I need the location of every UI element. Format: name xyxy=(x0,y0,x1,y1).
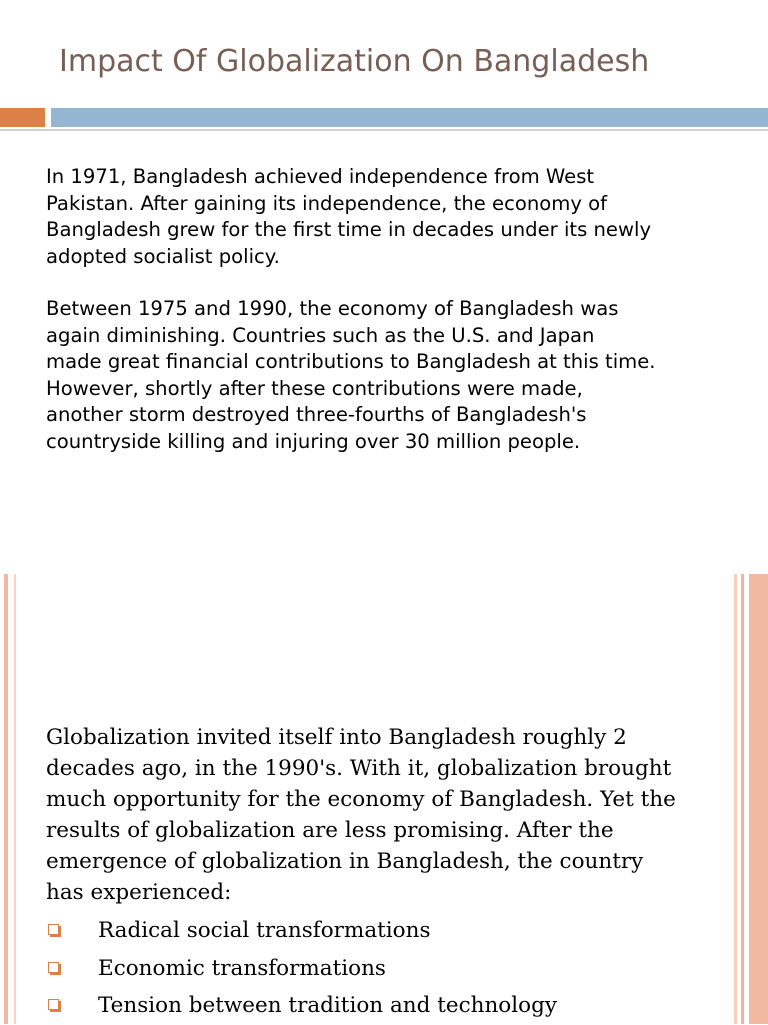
paragraph-independence: In 1971, Bangladesh achieved independence from West Pakistan. After gaining its independence, the economy of Bangladesh grew for the first time in decades under its newly adopted socialist policy. xyxy=(46,165,652,268)
square-bullet-icon xyxy=(48,962,59,973)
right-border-stripe-thin xyxy=(734,574,737,1024)
slide-1-body xyxy=(46,164,656,481)
left-border-stripe-thin xyxy=(14,574,16,1024)
paragraph-economy-decline: Between 1975 and 1990, the economy of Bangladesh was again diminishing. Countries such as the U.S. and Japan made great financial contributions to Bangladesh at this time. However, shortly after these contributions were made, another storm destroyed three-fourths of Bangladesh's countryside killing and injuring over 30 million people. xyxy=(46,297,656,453)
left-border-stripe xyxy=(4,574,8,1024)
list-item xyxy=(46,950,676,988)
list-item-label: Economic transformations xyxy=(98,955,386,981)
paragraph-globalization-intro: Globalization invited itself into Bangladesh roughly 2 decades ago, in the 1990's. With it, globalization brought much opportunity for the economy of Bangladesh. Yet the results of globalization are less promising. After the emergence of globalization in Bangladesh, the country has experienced: xyxy=(46,725,676,905)
title-accent-bar-blue xyxy=(51,108,768,127)
list-item-label: Tension between tradition and technology xyxy=(98,993,557,1018)
title-accent-bar-orange xyxy=(0,108,45,127)
square-bullet-icon xyxy=(48,924,59,935)
slide-2-body xyxy=(46,722,676,1025)
right-border-band xyxy=(749,574,768,1024)
slide-2 xyxy=(0,574,768,1024)
bullet-list xyxy=(46,912,676,1025)
list-item xyxy=(46,912,676,950)
list-item-label: Radical social transformations xyxy=(98,918,431,943)
slide-title: Impact Of Globalization On Bangladesh xyxy=(59,44,650,79)
title-divider xyxy=(0,129,768,131)
right-border-stripe xyxy=(741,574,744,1024)
square-bullet-icon xyxy=(48,999,59,1010)
list-item xyxy=(46,987,676,1025)
